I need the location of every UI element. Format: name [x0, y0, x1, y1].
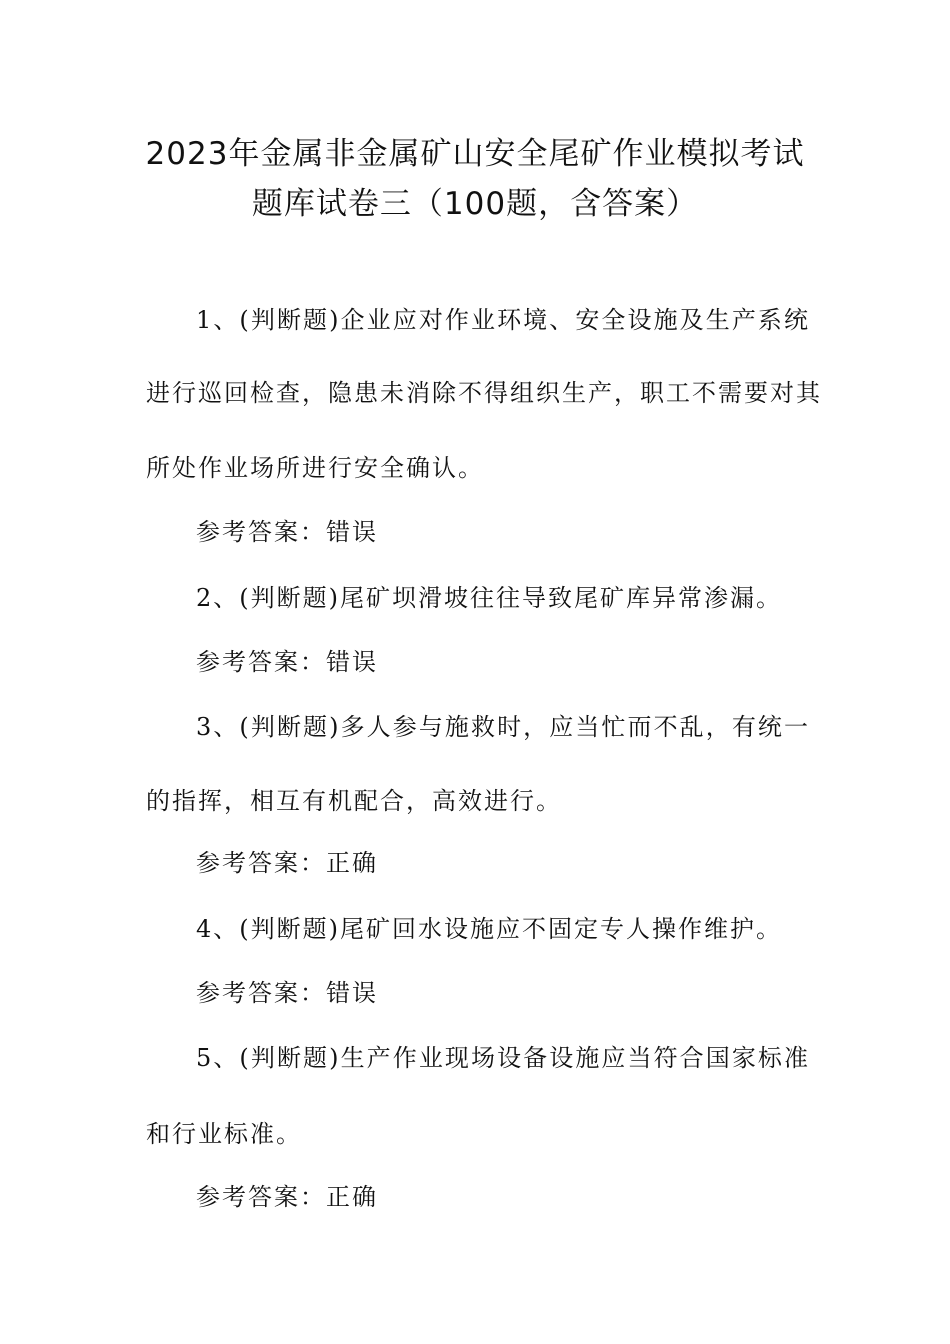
question-3-answer: 参考答案：正确 — [196, 849, 378, 877]
question-1-line-1: 1、(判断题)企业应对作业环境、安全设施及生产系统 — [196, 306, 810, 334]
question-3-line-1: 3、(判断题)多人参与施救时，应当忙而不乱，有统一 — [196, 713, 810, 741]
document-title-line-1: 2023年金属非金属矿山安全尾矿作业模拟考试 — [145, 136, 805, 172]
question-1-answer: 参考答案：错误 — [196, 518, 378, 546]
question-5-answer: 参考答案：正确 — [196, 1183, 378, 1211]
question-4-answer: 参考答案：错误 — [196, 979, 378, 1007]
question-3-line-2: 的指挥，相互有机配合，高效进行。 — [146, 787, 562, 815]
question-5-line-1: 5、(判断题)生产作业现场设备设施应当符合国家标准 — [196, 1044, 810, 1072]
question-2-line-1: 2、(判断题)尾矿坝滑坡往往导致尾矿库异常渗漏。 — [196, 584, 782, 612]
question-4-line-1: 4、(判断题)尾矿回水设施应不固定专人操作维护。 — [196, 915, 782, 943]
question-5-line-2: 和行业标准。 — [146, 1120, 302, 1148]
question-2-answer: 参考答案：错误 — [196, 648, 378, 676]
question-1-line-3: 所处作业场所进行安全确认。 — [146, 454, 484, 482]
document-title-line-2: 题库试卷三（100题，含答案） — [251, 186, 699, 222]
question-1-line-2: 进行巡回检查，隐患未消除不得组织生产，职工不需要对其 — [146, 379, 822, 407]
